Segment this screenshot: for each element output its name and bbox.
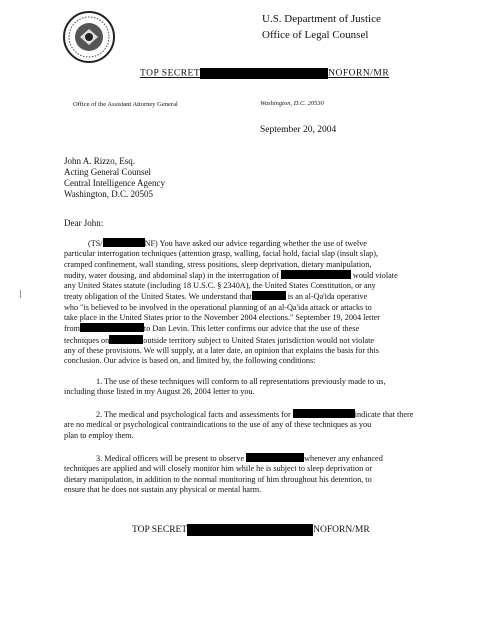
office-name: Office of Legal Counsel <box>262 29 369 41</box>
redaction-block <box>103 238 145 247</box>
text-line: cramped confinement, wall standing, stress positions, sleep deprivation, dietary manipulation, <box>64 259 372 269</box>
addressee-title: Acting General Counsel <box>64 167 151 177</box>
redaction-block <box>200 68 328 79</box>
text-line: including those listed in my August 26, 2004 letter to you. <box>64 387 255 397</box>
text-run: would violate <box>352 270 398 280</box>
text-run: NF) You have asked our advice regarding whether the use of twelve <box>144 239 367 248</box>
margin-mark <box>20 290 21 298</box>
classification-right: NOFORN/MR <box>313 525 370 536</box>
text-run: to Dan Levin. This letter confirms our advice that the use of these <box>143 324 360 334</box>
classification-left: TOP SECRET <box>140 68 201 79</box>
text-line: ensure that he does not sustain any physical or mental harm. <box>64 484 262 494</box>
text-line: who "is believed to be involved in the operational planning of an al-Qa'ida attack or attacks to <box>64 302 372 312</box>
redaction-block <box>252 291 286 300</box>
text-line: techniques are applied and will closely monitor him while he is subject to sleep deprivation or <box>64 464 373 474</box>
text-run: from <box>64 324 80 334</box>
text-line: are no medical or psychological contraindications to the use of any of these techniques as you <box>64 420 372 430</box>
sub-office: Office of the Assistant Attorney General <box>73 101 178 108</box>
condition-1 <box>64 377 420 398</box>
text-line: dietary manipulation, in addition to the normal monitoring of him throughout his detention, to <box>64 474 372 484</box>
department-name: U.S. Department of Justice <box>262 13 381 25</box>
letterhead <box>262 11 381 43</box>
salutation: Dear John: <box>64 218 104 228</box>
redaction-block <box>109 335 143 344</box>
text-run: is an al-Qa'ida operative <box>287 292 368 302</box>
redaction-block <box>187 524 313 536</box>
redaction-block <box>80 323 144 332</box>
doj-seal-icon <box>62 10 116 64</box>
text-line: 1. The use of these techniques will conform to all representations previously made to us, <box>96 377 386 386</box>
text-run: (TS/ <box>88 239 103 248</box>
text-run: indicate that there <box>354 410 414 419</box>
text-line: take place in the United States prior to the November 2004 elections." September 19, 2004 letter <box>64 313 380 323</box>
condition-2 <box>64 409 420 441</box>
addressee-org: Central Intelligence Agency <box>64 178 165 188</box>
classification-banner-top <box>140 68 389 79</box>
addressee-block <box>64 156 165 200</box>
text-line: particular interrogation techniques (attention grasp, walling, facial hold, facial slap (insult slap), <box>64 249 378 259</box>
condition-3 <box>64 453 420 495</box>
addressee-city: Washington, D.C. 20505 <box>64 189 154 199</box>
addressee-name: John A. Rizzo, Esq. <box>64 156 135 166</box>
paragraph-1 <box>64 238 420 367</box>
text-run: treaty obligation of the United States. We understand that <box>64 292 252 302</box>
redaction-block <box>281 270 351 279</box>
classification-banner-bottom <box>132 524 370 536</box>
text-run: nudity, water dousing, and abdominal slap) in the interrogation of <box>64 270 279 280</box>
text-line: conclusion. Our advice is based on, and limited by, the following conditions: <box>64 356 316 366</box>
text-line: any United States statute (including 18 U.S.C. § 2340A), the United States Constitution, or any <box>64 281 376 291</box>
text-run: whenever any enhanced <box>304 454 383 463</box>
redaction-block <box>293 409 355 418</box>
city-line: Washington, D.C. 20530 <box>260 100 324 107</box>
text-run: 2. The medical and psychological facts and assessments for <box>96 410 291 419</box>
text-line: plan to employ them. <box>64 430 134 440</box>
text-line: any of these provisions. We will supply, at a later date, an opinion that explains the basis for this <box>64 345 379 355</box>
classification-left: TOP SECRET <box>132 525 188 536</box>
classification-right: NOFORN/MR <box>328 68 390 79</box>
letter-date: September 20, 2004 <box>260 125 337 135</box>
text-run: techniques on <box>64 335 110 345</box>
text-run: outside territory subject to United States jurisdiction would not violate <box>143 335 375 345</box>
text-run: 3. Medical officers will be present to observe <box>96 454 245 463</box>
redaction-block <box>246 453 304 462</box>
